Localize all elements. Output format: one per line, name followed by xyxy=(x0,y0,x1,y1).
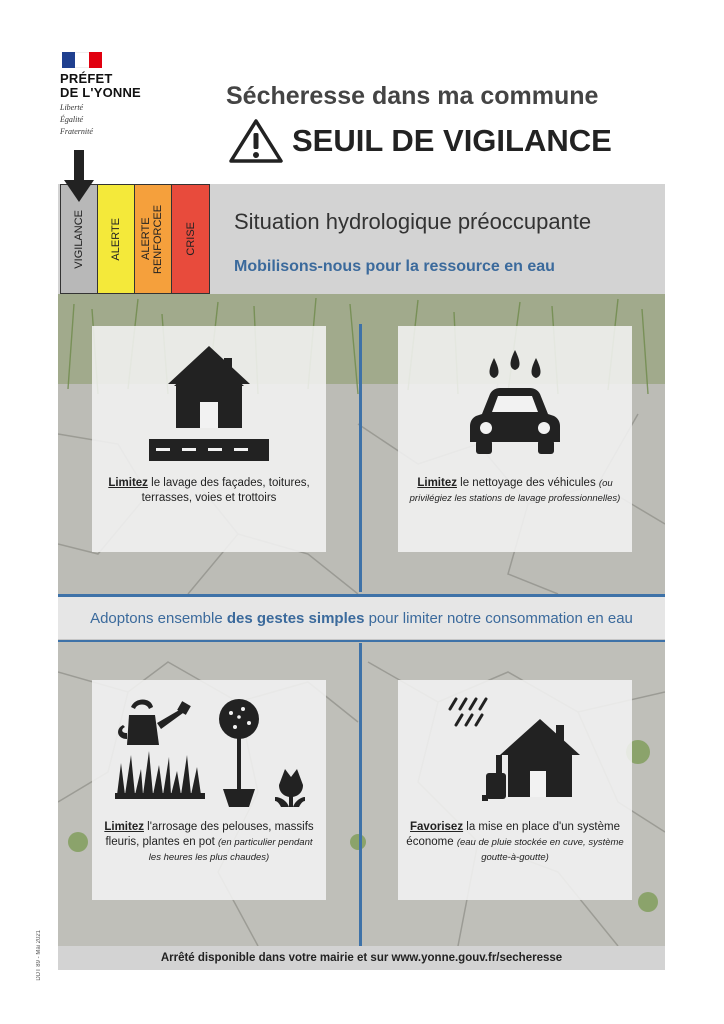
level-alerte-renforcee-label: ALERTE RENFORCEE xyxy=(140,204,164,274)
rain-tank-house-icon xyxy=(440,685,590,815)
warning-icon xyxy=(228,118,284,164)
card-vehicules-note: (ou privilégiez les stations de lavage professionnelles) xyxy=(409,478,621,504)
adoptons-bold: des gestes simples xyxy=(226,609,365,627)
level-crise xyxy=(172,185,209,293)
card-vehicules xyxy=(398,326,632,552)
motto-egalite: Égalité xyxy=(60,115,84,124)
situation-text: Situation hydrologique préoccupante xyxy=(234,209,592,234)
card-econome-text xyxy=(398,820,632,865)
divider-vertical-bottom xyxy=(359,643,362,946)
card-facades-text xyxy=(92,476,326,506)
level-vigilance-label: VIGILANCE xyxy=(73,209,85,269)
card-vehicules-body: le nettoyage des véhicules xyxy=(456,477,599,489)
prefecture-logo xyxy=(60,52,170,136)
card-vehicules-text xyxy=(398,476,632,506)
main-panel xyxy=(58,184,665,946)
motto-liberte: Liberté xyxy=(60,103,84,112)
card-vehicules-verb: Limitez xyxy=(417,477,457,489)
level-crise-label: CRISE xyxy=(184,222,197,256)
mobilisons-text: Mobilisons-nous pour la ressource en eau xyxy=(234,258,555,275)
house-road-icon xyxy=(144,336,274,466)
card-econome-note: (eau de pluie stockée en cuve, système goutte-à-goutte) xyxy=(456,837,624,863)
french-flag-icon xyxy=(62,52,102,68)
current-level-arrow-icon xyxy=(64,150,94,202)
seuil-heading xyxy=(228,118,612,164)
card-facades-verb: Limitez xyxy=(108,477,148,489)
motto-fraternite: Fraternité xyxy=(60,127,93,136)
adoptons-pre: Adoptons ensemble xyxy=(90,609,227,627)
divider-vertical-top xyxy=(359,324,362,592)
card-facades-body: le lavage des façades, toitures, terrasses, voies et trottoirs xyxy=(141,477,310,504)
card-facades xyxy=(92,326,326,552)
level-alerte xyxy=(98,185,135,293)
car-wash-icon xyxy=(450,336,580,466)
logo-line2: DE L'YONNE xyxy=(60,85,141,100)
card-econome xyxy=(398,680,632,900)
adoptons-post: pour limiter notre consommation en eau xyxy=(364,609,633,627)
seuil-title: SEUIL DE VIGILANCE xyxy=(292,123,612,158)
level-alerte-label: ALERTE xyxy=(110,217,122,261)
ddt-reference: DDT 89 - Mai 2021 xyxy=(36,930,42,981)
footer-bar: Arrêté disponible dans votre mairie et sur www.yonne.gouv.fr/secheresse xyxy=(58,946,665,970)
card-arrosage-verb: Limitez xyxy=(104,821,144,833)
card-arrosage xyxy=(92,680,326,900)
watering-garden-icon xyxy=(109,685,309,815)
adoptons-band xyxy=(58,597,665,639)
level-alerte-renforcee xyxy=(135,185,172,293)
card-arrosage-body: l'arrosage des pelouses, massifs fleuris, plantes en pot xyxy=(105,821,314,848)
card-econome-body: la mise en place d'un système économe xyxy=(406,821,620,848)
logo-line1: PRÉFET xyxy=(60,71,113,86)
card-econome-verb: Favorisez xyxy=(410,821,464,833)
card-arrosage-text xyxy=(92,820,326,865)
page-title: Sécheresse dans ma commune xyxy=(226,82,599,110)
card-arrosage-note: (en particulier pendant les heures les plus chaudes) xyxy=(148,837,313,863)
